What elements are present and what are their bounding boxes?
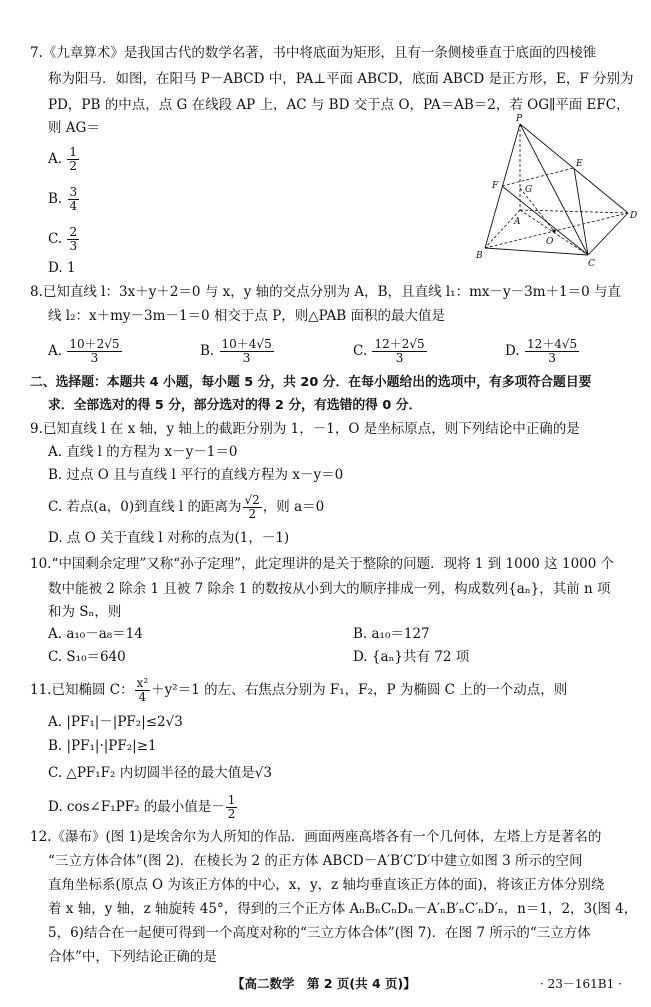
label-C: C bbox=[588, 259, 595, 269]
fraction bbox=[68, 186, 80, 213]
denominator: 2 bbox=[248, 507, 256, 521]
q9-option-d: D. 点 O 关于直线 l 对称的点为(1，－1) bbox=[48, 530, 290, 546]
q7-line1: 7.《九章算术》是我国古代的数学名著，书中将底面为矩形，且有一条侧棱垂直于底面的四棱锥 bbox=[30, 45, 597, 61]
q11-option-a: A. |PF₁|－|PF₂|≤2√3 bbox=[48, 714, 183, 730]
label-B: B bbox=[476, 251, 483, 261]
option-label: D. bbox=[505, 343, 520, 359]
q12-line4: 着 x 轴，y 轴，z 轴旋转 45°，得到的三个正方体 AₙBₙCₙDₙ－A′ₙB′ₙC′ₙD′ₙ，n＝1，2，3(图 4， bbox=[48, 901, 638, 917]
page-footer: 【高二数学 第 2 页(共 4 页)】 bbox=[232, 976, 416, 991]
edge-AD bbox=[520, 210, 628, 213]
q9-stem: 9.已知直线 l 在 x 轴，y 轴上的截距分别为 1，－1，O 是坐标原点，则下列结论中正确的是 bbox=[30, 421, 580, 437]
fraction bbox=[525, 338, 579, 365]
option-label: B. bbox=[200, 343, 215, 359]
denominator: 2 bbox=[227, 807, 236, 821]
q10-option-c: C. S₁₀＝640 bbox=[48, 649, 126, 665]
exam-code: · 23－161B1 · bbox=[540, 977, 622, 991]
denominator: 3 bbox=[548, 351, 556, 365]
label-P: P bbox=[516, 114, 523, 124]
denominator: 4 bbox=[69, 199, 78, 213]
fraction bbox=[67, 338, 121, 365]
denominator: 2 bbox=[69, 159, 77, 173]
label-F: F bbox=[492, 181, 499, 191]
q10-line3: 和为 Sₙ，则 bbox=[48, 604, 122, 620]
label-D: D bbox=[630, 211, 638, 221]
stem-text: ＋y²＝1 的左、右焦点分别为 F₁，F₂，P 为椭圆 C 上的一个动点，则 bbox=[151, 682, 568, 698]
edge-CD bbox=[588, 213, 628, 255]
q12-line1: 12.《瀑布》(图 1)是埃舍尔为人所知的作品．画面两座高塔各有一个几何体，左塔上方是著名的 bbox=[30, 829, 602, 845]
option-label: D. bbox=[48, 260, 63, 276]
q12-line6: 合体”中，下列结论正确的是 bbox=[48, 949, 217, 965]
label-E: E bbox=[576, 159, 583, 169]
option-label: C. bbox=[48, 231, 63, 247]
numerator: 10＋2√5 bbox=[69, 337, 120, 351]
fraction bbox=[67, 226, 79, 253]
q12-line5: 5，6)结合在一起便可得到一个高度对称的“三立方体合体”(图 7)．在图 7 所示的“三立方体 bbox=[48, 925, 591, 941]
denominator: 4 bbox=[138, 690, 147, 704]
q7-line4: 则 AG＝ bbox=[48, 120, 100, 136]
q10-option-b: B. a₁₀＝127 bbox=[353, 626, 430, 642]
option-label: A. bbox=[48, 343, 63, 359]
numerator: 10＋4√5 bbox=[221, 337, 272, 351]
option-text: D. cos∠F₁PF₂ 的最小值是－ bbox=[48, 799, 225, 815]
option-text: C. 若点(a，0)到直线 l 的距离为 bbox=[48, 499, 242, 515]
fraction bbox=[243, 494, 262, 521]
edge-FE bbox=[502, 168, 574, 186]
q11-option-d bbox=[48, 794, 238, 821]
q7-option-b bbox=[48, 186, 80, 213]
section-heading-line2: 求．全部选对的得 5 分，部分选对的得 2 分，有选错的得 0 分． bbox=[48, 398, 422, 413]
q8-line2: 线 l₂：x＋my－3m－1＝0 相交于点 P，则△PAB 面积的最大值是 bbox=[48, 308, 445, 324]
pyramid-figure bbox=[470, 110, 645, 270]
q10-line2: 数中能被 2 除余 1 且被 7 除余 1 的数按从小到大的顺序排成一列，构成数列{aₙ}，其前 n 项 bbox=[48, 581, 611, 597]
numerator: 2 bbox=[69, 225, 78, 239]
option-text: ，则 a＝0 bbox=[262, 499, 325, 515]
fraction bbox=[67, 146, 79, 173]
edge-BC bbox=[485, 248, 588, 255]
q11-option-b: B. |PF₁|·|PF₂|≥1 bbox=[48, 738, 157, 754]
fraction bbox=[220, 338, 274, 365]
q12-line3: 直角坐标系(原点 O 为该正方体的中心，x，y，z 轴均垂直该正方体的面)，将该正方体分别绕 bbox=[48, 877, 605, 893]
point-O bbox=[552, 229, 555, 232]
stem-text: 11.已知椭圆 C： bbox=[30, 682, 134, 698]
fraction bbox=[372, 338, 426, 365]
q8-option-a bbox=[48, 338, 123, 365]
q8-line1: 8.已知直线 l：3x＋y＋2＝0 与 x，y 轴的交点分别为 A，B，且直线 l₁：mx－y－3m＋1＝0 与直 bbox=[30, 284, 621, 300]
denominator: 3 bbox=[242, 351, 251, 365]
q9-option-a: A. 直线 l 的方程为 x－y－1＝0 bbox=[48, 444, 238, 460]
denominator: 3 bbox=[90, 351, 99, 365]
q8-option-d bbox=[505, 338, 580, 365]
option-label: A. bbox=[48, 151, 63, 167]
numerator: 12＋2√5 bbox=[374, 337, 425, 351]
pyramid-diagram bbox=[470, 110, 645, 270]
q11-stem bbox=[30, 677, 567, 704]
q9-option-c bbox=[48, 494, 324, 521]
q10-line1: 10.“中国剩余定理”又称“孙子定理”，此定理讲的是关于整除的问题．现将 1 到 1000 这 1000 个 bbox=[30, 556, 615, 572]
q7-option-a bbox=[48, 146, 80, 173]
numerator: 12＋4√5 bbox=[526, 337, 578, 351]
q8-option-c bbox=[353, 338, 428, 365]
edge-BD bbox=[485, 213, 628, 248]
q12-line2: “三立方体合体”(图 2)．在棱长为 2 的正方体 ABCD－A′B′C′D′中建立如图 3 所示的空间 bbox=[48, 853, 583, 869]
q7-option-c bbox=[48, 226, 80, 253]
q10-option-a: A. a₁₀－a₈＝14 bbox=[48, 626, 143, 642]
option-value: 1 bbox=[66, 260, 76, 276]
q7-option-d bbox=[48, 259, 76, 277]
numerator: x² bbox=[136, 676, 149, 690]
q10-option-d: D. {aₙ}共有 72 项 bbox=[353, 649, 470, 665]
q7-line2: 称为阳马．如图，在阳马 P－ABCD 中，PA⊥平面 ABCD，底面 ABCD 是正方形，E，F 分别为 bbox=[48, 71, 634, 87]
section-heading-line1: 二、选择题：本题共 4 小题，每小题 5 分，共 20 分．在每小题给出的选项中，有多项符合题目要 bbox=[30, 375, 592, 390]
q8-option-b bbox=[200, 338, 275, 365]
label-O: O bbox=[546, 237, 554, 247]
option-label: C. bbox=[353, 343, 368, 359]
fraction bbox=[226, 794, 238, 821]
numerator: 1 bbox=[227, 793, 236, 807]
q7-line3: PD，PB 的中点，点 G 在线段 AP 上，AC 与 BD 交于点 O，PA＝AB＝2，若 OG∥平面 EFC， bbox=[48, 97, 630, 113]
numerator: √2 bbox=[244, 493, 260, 507]
option-label: B. bbox=[48, 191, 63, 207]
label-A: A bbox=[514, 217, 521, 227]
numerator: 1 bbox=[69, 145, 77, 159]
numerator: 3 bbox=[69, 185, 78, 199]
label-G: G bbox=[525, 185, 533, 195]
denominator: 3 bbox=[69, 239, 78, 253]
q11-option-c: C. △PF₁F₂ 内切圆半径的最大值是√3 bbox=[48, 765, 272, 781]
fraction bbox=[135, 677, 151, 704]
q9-option-b: B. 过点 O 且与直线 l 平行的直线方程为 x－y＝0 bbox=[48, 467, 344, 483]
denominator: 3 bbox=[395, 351, 404, 365]
